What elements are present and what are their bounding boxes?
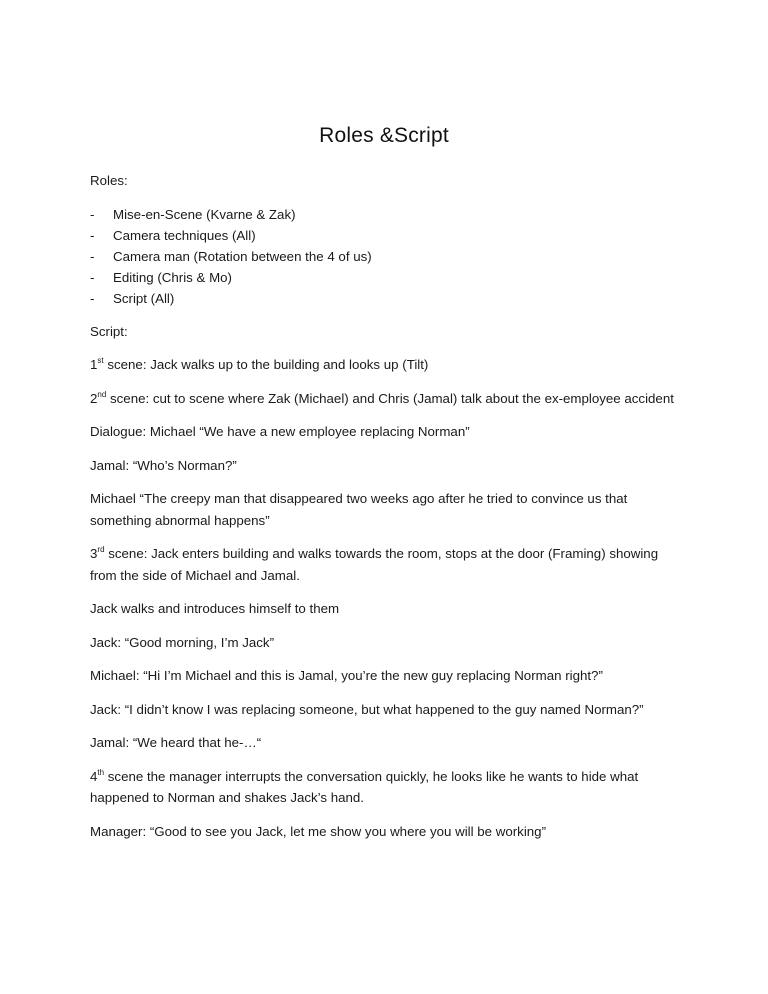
scene-3-line [90, 543, 680, 586]
bullet-dash: - [90, 206, 95, 222]
scene-text: scene: cut to scene where Zak (Michael) and Chris (Jamal) talk about the ex-employee accident [106, 390, 674, 406]
ordinal-suffix: st [97, 356, 104, 365]
list-item [90, 267, 680, 288]
list-item [90, 246, 680, 267]
dialogue-line: Dialogue: Michael “We have a new employee replacing Norman” [90, 424, 470, 439]
role-text: Mise-en-Scene (Kvarne & Zak) [113, 206, 296, 222]
dialogue-line: Manager: “Good to see you Jack, let me show you where you will be working” [90, 823, 547, 839]
ordinal-suffix: rd [97, 545, 105, 554]
document-body [90, 170, 680, 854]
list-item [90, 288, 680, 309]
bullet-dash: - [90, 269, 95, 285]
action-line: Jack walks and introduces himself to them [90, 601, 340, 616]
list-item [90, 204, 680, 225]
scene-1-line [90, 354, 680, 376]
script-heading: Script: [90, 323, 128, 339]
bullet-dash: - [90, 248, 95, 264]
ordinal-suffix: nd [97, 389, 107, 399]
scene-2-line [90, 388, 680, 410]
page-title: Roles &Script [319, 124, 449, 147]
dialogue-line: Michael “The creepy man that disappeared two weeks ago after he tried to convince us that something abnormal happens” [90, 491, 628, 528]
dialogue-line: Jack: “I didn’t know I was replacing someone, but what happened to the guy named Norman?” [90, 701, 644, 717]
role-text: Script (All) [113, 290, 175, 306]
scene-number: 4 [90, 768, 98, 784]
bullet-dash: - [90, 290, 95, 306]
scene-text: scene the manager interrupts the conversation quickly, he looks like he wants to hide what happened to Norman and shakes Jack’s hand. [90, 768, 639, 805]
scene-number: 2 [90, 390, 98, 406]
role-text: Camera techniques (All) [113, 227, 256, 243]
roles-heading: Roles: [90, 173, 128, 188]
list-item [90, 225, 680, 246]
ordinal-suffix: th [97, 767, 105, 777]
dialogue-line: Jamal: “Who’s Norman?” [90, 457, 237, 473]
scene-text: scene: Jack walks up to the building and looks up (Tilt) [103, 357, 429, 372]
scene-number: 1 [90, 357, 98, 372]
role-text: Camera man (Rotation between the 4 of us) [113, 248, 372, 264]
roles-list [90, 204, 680, 309]
dialogue-line: Michael: “Hi I’m Michael and this is Jamal, you’re the new guy replacing Norman right?” [90, 668, 603, 683]
scene-text: scene: Jack enters building and walks towards the room, stops at the door (Framing) showing from the side of Michael and Jamal. [90, 546, 659, 583]
scene-4-line [90, 766, 680, 809]
dialogue-line: Jack: “Good morning, I’m Jack” [90, 634, 274, 650]
bullet-dash: - [90, 227, 95, 243]
scene-number: 3 [90, 546, 98, 561]
role-text: Editing (Chris & Mo) [113, 269, 232, 285]
dialogue-line: Jamal: “We heard that he-…“ [90, 735, 262, 750]
